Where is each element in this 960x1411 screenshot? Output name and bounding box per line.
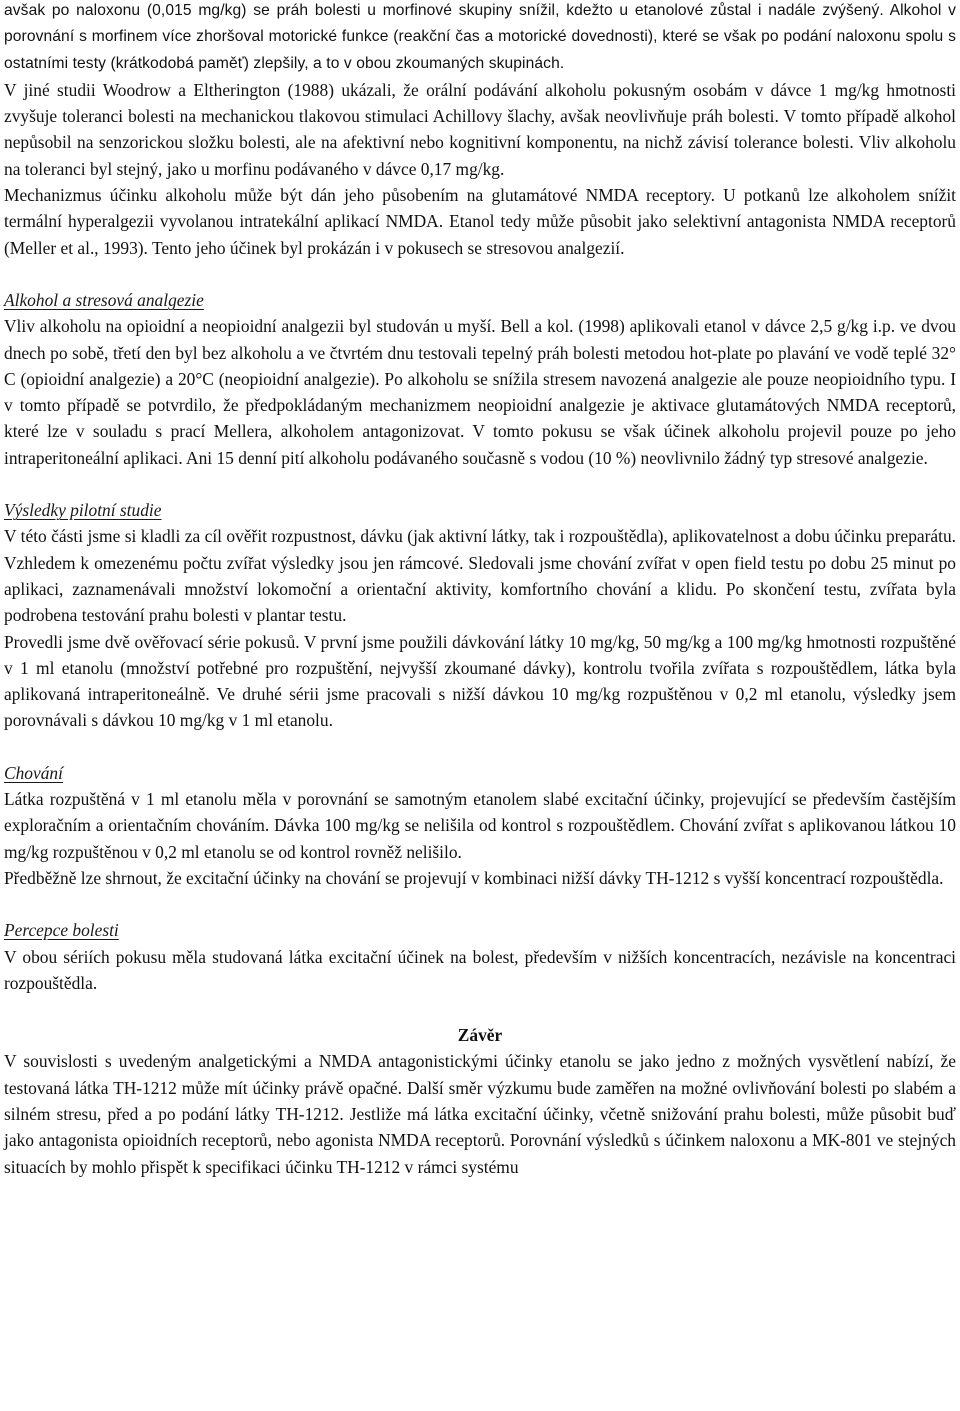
spacer (4, 261, 956, 287)
conclusion-heading: Závěr (457, 1025, 503, 1046)
pilot-study-heading: Výsledky pilotní studie (4, 500, 162, 521)
behavior-paragraph-1: Látka rozpuštěná v 1 ml etanolu měla v porovnání se samotným etanolem slabé excitační účinky, projevující se především častějším exploračním a orientačním chováním. Dávka 100 mg/kg se nelišila od kontrol s rozpouštědlem. Chování zvířat s aplikovanou látkou 10 mg/kg rozpuštěnou v 0,2 ml etanolu se od kontrol rovněž nelišilo. (4, 789, 956, 862)
pain-perception-heading: Percepce bolesti (4, 920, 119, 941)
document-page (4, 0, 956, 1180)
intro-paragraph-1: avšak po naloxonu (0,015 mg/kg) se práh bolesti u morfinové skupiny snížil, kdežto u etanolové zůstal i nadále zvýšený. Alkohol v porovnání s morfinem více zhoršoval motorické funkce (reakční čas a motorické dovednosti), které se však po podání naloxonu spolu s ostatními testy (krátkodobá paměť) zlepšily, a to v obou zkoumaných skupinách. (4, 2, 956, 72)
conclusion-paragraph: V souvislosti s uvedeným analgetickými a NMDA antagonistickými účinky etanolu se jako jedno z možných vysvětlení nabízí, že testovaná látka TH-1212 může mít účinky právě opačné. Další směr výzkumu bude zaměřen na možné ovlivňování bolesti po slabém a silném stresu, před a po podání látky TH-1212. Jestliže má látka excitační účinky, včetně snižování prahu bolesti, může působit buď jako antagonista opioidních receptorů, nebo agonista NMDA receptorů. Porovnání výsledků s účinkem naloxonu a MK-801 ve stejných situacích by mohlo přispět k specifikaci účinku TH-1212 v rámci systému (4, 1051, 956, 1177)
behavior-heading: Chování (4, 762, 63, 783)
pilot-study-paragraph-2: Provedli jsme dvě ověřovací série pokusů. V první jsme použili dávkování látky 10 mg/kg, 50 mg/kg a 100 mg/kg hmotnosti rozpuštěné v 1 ml etanolu (množství potřebné pro rozpuštění, nejvyšší zkoumané dávky), kontrolu tvořila zvířata s rozpouštědlem, látka byla aplikovaná intraperitoneálně. Ve druhé sérii jsme pracovali s nižší dávkou 10 mg/kg rozpuštěnou v 0,2 ml etanolu, výsledky jsem porovnávali s dávkou 10 mg/kg v 1 ml etanolu. (4, 631, 956, 731)
stress-analgesia-paragraph: Vliv alkoholu na opioidní a neopioidní analgezii byl studován u myší. Bell a kol. (1998) aplikovali etanol v dávce 2,5 g/kg i.p. ve dvou dnech po sobě, třetí den byl bez alkoholu a ve čtvrtém dnu testovali tepelný práh bolesti metodou hot-plate po plavání ve vodě teplé 32° C (opioidní analgezie) a 20°C (neopioidní analgezie). Po alkoholu se snížila stresem navozená analgezie ale pouze neopioidního typu. I v tomto případě se potvrdilo, že předpokládaným mechanizmem neopioidní analgezie je aktivace glutamátových NMDA receptorů, které lze v souladu s prací Mellera, alkoholem antagonizovat. V tomto pokusu se však účinek alkoholu projevil pouze po jeho intraperitoneální aplikaci. Ani 15 denní pití alkoholu podávaného současně s vodou (10 %) neovlivnilo žádný typ stresové analgezie. (4, 316, 956, 468)
pain-perception-paragraph: V obou sériích pokusu měla studovaná látka excitační účinek na bolest, především v nižších koncentracích, nezávisle na koncentraci rozpouštědla. (4, 946, 956, 993)
pilot-study-paragraph-1: V této části jsme si kladli za cíl ověřit rozpustnost, dávku (jak aktivní látky, tak i rozpouštědla), aplikovatelnost a dobu účinku preparátu. Vzhledem k omezenému počtu zvířat výsledky jsou jen rámcové. Sledovali jsme chování zvířat v open field testu po dobu 25 minut po aplikaci, zaznamenávali množství lokomoční a orientační aktivity, komfortního chování a klidu. Po skončení testu, zvířata byla podrobena testování prahu bolesti v plantar testu. (4, 526, 956, 626)
spacer (4, 891, 956, 917)
spacer (4, 996, 956, 1022)
spacer (4, 471, 956, 497)
spacer (4, 734, 956, 760)
behavior-paragraph-2: Předběžně lze shrnout, že excitační účinky na chování se projevují v kombinaci nižší dávky TH-1212 s vyšší koncentrací rozpouštědla. (4, 867, 944, 888)
intro-paragraph-2: V jiné studii Woodrow a Eltherington (1988) ukázali, že orální podávání alkoholu pokusným osobám v dávce 1 mg/kg hmotnosti zvyšuje toleranci bolesti na mechanickou tlakovou stimulaci Achillovy šlachy, avšak neovlivňuje práh bolesti. V tomto případě alkohol nepůsobil na senzorickou složku bolesti, ale na afektivní nebo kognitivní komponentu, na nichž závisí tolerance bolesti. Vliv alkoholu na toleranci byl stejný, jako u morfinu podávaného v dávce 0,17 mg/kg. (4, 79, 956, 179)
stress-analgesia-heading: Alkohol a stresová analgezie (4, 289, 204, 310)
intro-paragraph-3: Mechanizmus účinku alkoholu může být dán jeho působením na glutamátové NMDA receptory. U potkanů lze alkoholem snížit termální hyperalgezii vyvolanou intratekální aplikací NMDA. Etanol tedy může působit jako selektivní antagonista NMDA receptorů (Meller et al., 1993). Tento jeho účinek byl prokázán i v pokusech se stresovou analgezií. (4, 185, 956, 258)
